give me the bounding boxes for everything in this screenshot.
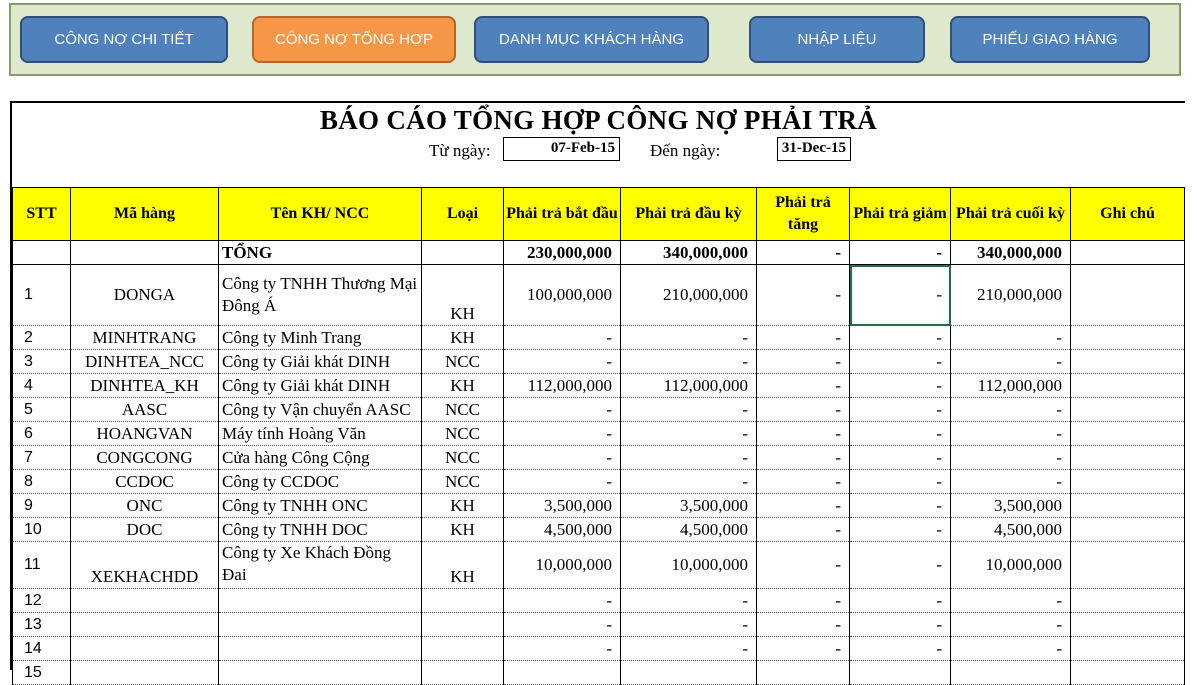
- table-row: [13, 446, 1185, 470]
- row-code[interactable]: DINHTEA_KH: [71, 374, 219, 398]
- row-type[interactable]: KH: [422, 326, 504, 350]
- row-type[interactable]: [422, 637, 504, 661]
- table-row: [13, 470, 1185, 494]
- row-name[interactable]: Công ty TNHH DOC: [219, 518, 422, 542]
- row-phai-tra-tang[interactable]: -: [757, 326, 850, 350]
- row-phai-tra-bat-dau[interactable]: -: [504, 398, 621, 422]
- row-stt[interactable]: 5: [13, 398, 71, 422]
- row-phai-tra-cuoi-ky[interactable]: [951, 661, 1071, 685]
- header-ten-kh-ncc: Tên KH/ NCC: [219, 188, 422, 241]
- row-phai-tra-bat-dau[interactable]: 100,000,000: [504, 265, 621, 326]
- row-phai-tra-dau-ky[interactable]: -: [621, 470, 757, 494]
- nav-button-danh-muc-khach-hang[interactable]: DANH MỤC KHÁCH HÀNG: [474, 16, 709, 63]
- row-ghi-chu[interactable]: [1071, 398, 1185, 422]
- row-code[interactable]: [71, 589, 219, 613]
- row-phai-tra-dau-ky[interactable]: 10,000,000: [621, 542, 757, 589]
- debt-summary-table: [12, 187, 1185, 685]
- row-phai-tra-bat-dau[interactable]: -: [504, 637, 621, 661]
- total-ghi-chu[interactable]: [1071, 241, 1185, 265]
- row-type[interactable]: [422, 613, 504, 637]
- table-row: [13, 374, 1185, 398]
- row-phai-tra-bat-dau[interactable]: -: [504, 589, 621, 613]
- row-phai-tra-dau-ky[interactable]: 112,000,000: [621, 374, 757, 398]
- row-name[interactable]: [219, 661, 422, 685]
- table-row: [13, 422, 1185, 446]
- row-ghi-chu[interactable]: [1071, 422, 1185, 446]
- row-code[interactable]: CCDOC: [71, 470, 219, 494]
- row-phai-tra-giam[interactable]: -: [850, 494, 951, 518]
- row-type[interactable]: KH: [422, 494, 504, 518]
- to-date-field[interactable]: 31-Dec-15: [777, 137, 851, 161]
- report-sheet: [10, 101, 1185, 681]
- row-stt[interactable]: 10: [13, 518, 71, 542]
- row-ghi-chu[interactable]: [1071, 350, 1185, 374]
- row-phai-tra-giam[interactable]: [850, 661, 951, 685]
- row-phai-tra-dau-ky[interactable]: -: [621, 446, 757, 470]
- report-title: BÁO CÁO TỔNG HỢP CÔNG NỢ PHẢI TRẢ: [319, 105, 878, 135]
- row-type[interactable]: NCC: [422, 470, 504, 494]
- row-phai-tra-dau-ky[interactable]: 3,500,000: [621, 494, 757, 518]
- row-phai-tra-giam[interactable]: -: [850, 326, 951, 350]
- row-phai-tra-bat-dau[interactable]: 10,000,000: [504, 542, 621, 589]
- row-phai-tra-cuoi-ky[interactable]: -: [951, 398, 1071, 422]
- row-code[interactable]: [71, 613, 219, 637]
- row-stt[interactable]: 15: [13, 661, 71, 685]
- row-phai-tra-dau-ky[interactable]: [621, 661, 757, 685]
- table-row: [13, 265, 1185, 326]
- row-stt[interactable]: 13: [13, 613, 71, 637]
- row-phai-tra-bat-dau[interactable]: -: [504, 470, 621, 494]
- row-code[interactable]: [71, 661, 219, 685]
- row-stt[interactable]: 3: [13, 350, 71, 374]
- row-code[interactable]: XEKHACHDD: [71, 542, 219, 589]
- row-type[interactable]: KH: [422, 265, 504, 326]
- total-cuoi-ky[interactable]: 340,000,000: [951, 241, 1071, 265]
- row-phai-tra-tang[interactable]: -: [757, 265, 850, 326]
- row-name[interactable]: Công ty Giải khát DINH: [219, 350, 422, 374]
- from-date-field[interactable]: 07-Feb-15: [503, 137, 620, 161]
- to-date-label: Đến ngày:: [650, 141, 721, 160]
- total-type-cell[interactable]: [422, 241, 504, 265]
- row-stt[interactable]: 7: [13, 446, 71, 470]
- row-phai-tra-giam[interactable]: -: [850, 518, 951, 542]
- row-phai-tra-bat-dau[interactable]: 4,500,000: [504, 518, 621, 542]
- row-stt[interactable]: 2: [13, 326, 71, 350]
- row-code[interactable]: MINHTRANG: [71, 326, 219, 350]
- row-ghi-chu[interactable]: [1071, 589, 1185, 613]
- table-row: [13, 542, 1185, 589]
- row-phai-tra-bat-dau[interactable]: [504, 661, 621, 685]
- row-phai-tra-tang[interactable]: -: [757, 494, 850, 518]
- row-ghi-chu[interactable]: [1071, 613, 1185, 637]
- row-phai-tra-tang[interactable]: -: [757, 542, 850, 589]
- row-name[interactable]: [219, 637, 422, 661]
- row-ghi-chu[interactable]: [1071, 265, 1185, 326]
- table-header-row: [13, 188, 1185, 241]
- row-type[interactable]: NCC: [422, 446, 504, 470]
- header-ghi-chu: Ghi chú: [1071, 188, 1185, 241]
- row-name[interactable]: Cửa hàng Công Cộng: [219, 446, 422, 470]
- row-phai-tra-tang[interactable]: -: [757, 398, 850, 422]
- table-row: [13, 589, 1185, 613]
- nav-button-nhap-lieu[interactable]: NHẬP LIỆU: [749, 16, 925, 63]
- header-phai-tra-bat-dau: Phải trả bắt đầu: [504, 188, 621, 241]
- row-phai-tra-giam[interactable]: -: [850, 613, 951, 637]
- total-row: [13, 241, 1185, 265]
- nav-button-phieu-giao-hang[interactable]: PHIẾU GIAO HÀNG: [950, 16, 1150, 63]
- row-ghi-chu[interactable]: [1071, 661, 1185, 685]
- row-code[interactable]: AASC: [71, 398, 219, 422]
- row-code[interactable]: DONGA: [71, 265, 219, 326]
- row-phai-tra-cuoi-ky[interactable]: -: [951, 350, 1071, 374]
- row-stt[interactable]: 9: [13, 494, 71, 518]
- row-phai-tra-bat-dau[interactable]: 3,500,000: [504, 494, 621, 518]
- row-stt[interactable]: 8: [13, 470, 71, 494]
- row-name[interactable]: [219, 613, 422, 637]
- row-phai-tra-cuoi-ky[interactable]: -: [951, 446, 1071, 470]
- header-phai-tra-giam: Phải trả giảm: [850, 188, 951, 241]
- row-phai-tra-cuoi-ky[interactable]: -: [951, 613, 1071, 637]
- row-type[interactable]: NCC: [422, 350, 504, 374]
- row-ghi-chu[interactable]: [1071, 518, 1185, 542]
- row-type[interactable]: [422, 661, 504, 685]
- total-code-cell[interactable]: [71, 241, 219, 265]
- total-giam[interactable]: -: [850, 241, 951, 265]
- row-phai-tra-giam[interactable]: -: [850, 589, 951, 613]
- row-phai-tra-cuoi-ky[interactable]: -: [951, 470, 1071, 494]
- row-name[interactable]: Công ty Giải khát DINH: [219, 374, 422, 398]
- row-phai-tra-dau-ky[interactable]: -: [621, 637, 757, 661]
- row-phai-tra-tang[interactable]: -: [757, 637, 850, 661]
- row-phai-tra-giam[interactable]: -: [850, 446, 951, 470]
- row-name[interactable]: Công ty Xe Khách Đồng Đai: [219, 542, 422, 589]
- row-code[interactable]: DINHTEA_NCC: [71, 350, 219, 374]
- row-phai-tra-tang[interactable]: -: [757, 470, 850, 494]
- total-label[interactable]: TỔNG: [219, 241, 422, 265]
- from-date-label: Từ ngày:: [429, 141, 491, 160]
- row-phai-tra-giam[interactable]: -: [850, 374, 951, 398]
- row-name[interactable]: [219, 589, 422, 613]
- row-stt[interactable]: 6: [13, 422, 71, 446]
- row-phai-tra-giam[interactable]: -: [850, 350, 951, 374]
- row-phai-tra-bat-dau[interactable]: -: [504, 446, 621, 470]
- row-phai-tra-dau-ky[interactable]: -: [621, 422, 757, 446]
- row-ghi-chu[interactable]: [1071, 374, 1185, 398]
- total-stt-cell[interactable]: [13, 241, 71, 265]
- row-phai-tra-dau-ky[interactable]: -: [621, 613, 757, 637]
- row-code[interactable]: DOC: [71, 518, 219, 542]
- row-name[interactable]: Công ty Minh Trang: [219, 326, 422, 350]
- row-ghi-chu[interactable]: [1071, 446, 1185, 470]
- table-row: [13, 398, 1185, 422]
- row-stt[interactable]: 1: [13, 265, 71, 326]
- row-phai-tra-bat-dau[interactable]: -: [504, 422, 621, 446]
- row-stt[interactable]: 12: [13, 589, 71, 613]
- header-phai-tra-cuoi-ky: Phải trả cuối kỳ: [951, 188, 1071, 241]
- row-phai-tra-tang[interactable]: -: [757, 374, 850, 398]
- navigation-panel: [9, 3, 1181, 76]
- row-phai-tra-bat-dau[interactable]: -: [504, 350, 621, 374]
- row-phai-tra-bat-dau[interactable]: -: [504, 326, 621, 350]
- row-phai-tra-cuoi-ky[interactable]: 4,500,000: [951, 518, 1071, 542]
- table-row: [13, 494, 1185, 518]
- table-row: [13, 518, 1185, 542]
- total-tang[interactable]: -: [757, 241, 850, 265]
- row-phai-tra-giam[interactable]: -: [850, 637, 951, 661]
- row-phai-tra-dau-ky[interactable]: 210,000,000: [621, 265, 757, 326]
- table-row: [13, 637, 1185, 661]
- row-phai-tra-dau-ky[interactable]: -: [621, 326, 757, 350]
- header-phai-tra-dau-ky: Phải trả đầu kỳ: [621, 188, 757, 241]
- row-phai-tra-tang[interactable]: -: [757, 518, 850, 542]
- row-phai-tra-tang[interactable]: [757, 661, 850, 685]
- row-phai-tra-cuoi-ky[interactable]: 10,000,000: [951, 542, 1071, 589]
- row-name[interactable]: Công ty TNHH ONC: [219, 494, 422, 518]
- row-code[interactable]: CONGCONG: [71, 446, 219, 470]
- row-type[interactable]: KH: [422, 542, 504, 589]
- row-name[interactable]: Công ty Vận chuyển AASC: [219, 398, 422, 422]
- row-phai-tra-bat-dau[interactable]: 112,000,000: [504, 374, 621, 398]
- row-phai-tra-dau-ky[interactable]: -: [621, 398, 757, 422]
- row-phai-tra-dau-ky[interactable]: -: [621, 350, 757, 374]
- total-dau-ky[interactable]: 340,000,000: [621, 241, 757, 265]
- row-phai-tra-cuoi-ky[interactable]: 112,000,000: [951, 374, 1071, 398]
- total-bat-dau[interactable]: 230,000,000: [504, 241, 621, 265]
- row-type[interactable]: KH: [422, 518, 504, 542]
- header-loai: Loại: [422, 188, 504, 241]
- row-ghi-chu[interactable]: [1071, 542, 1185, 589]
- row-phai-tra-giam[interactable]: -: [850, 422, 951, 446]
- row-type[interactable]: NCC: [422, 422, 504, 446]
- row-phai-tra-giam[interactable]: -: [850, 265, 951, 326]
- row-name[interactable]: Công ty CCDOC: [219, 470, 422, 494]
- row-ghi-chu[interactable]: [1071, 637, 1185, 661]
- row-code[interactable]: [71, 637, 219, 661]
- table-row: [13, 350, 1185, 374]
- table-row: [13, 613, 1185, 637]
- row-phai-tra-cuoi-ky[interactable]: -: [951, 326, 1071, 350]
- row-phai-tra-giam[interactable]: -: [850, 542, 951, 589]
- table-row: [13, 326, 1185, 350]
- row-phai-tra-dau-ky[interactable]: 4,500,000: [621, 518, 757, 542]
- row-phai-tra-cuoi-ky[interactable]: -: [951, 422, 1071, 446]
- row-phai-tra-giam[interactable]: -: [850, 470, 951, 494]
- row-phai-tra-cuoi-ky[interactable]: 210,000,000: [951, 265, 1071, 326]
- table-row: [13, 661, 1185, 685]
- header-phai-tra-tang: Phải trả tăng: [757, 188, 850, 241]
- row-phai-tra-giam[interactable]: -: [850, 398, 951, 422]
- row-phai-tra-tang[interactable]: -: [757, 589, 850, 613]
- row-stt[interactable]: 14: [13, 637, 71, 661]
- row-ghi-chu[interactable]: [1071, 494, 1185, 518]
- nav-button-cong-no-chi-tiet[interactable]: CÔNG NỢ CHI TIẾT: [20, 16, 228, 63]
- row-code[interactable]: HOANGVAN: [71, 422, 219, 446]
- row-phai-tra-cuoi-ky[interactable]: 3,500,000: [951, 494, 1071, 518]
- header-stt: STT: [13, 188, 71, 241]
- row-phai-tra-dau-ky[interactable]: -: [621, 589, 757, 613]
- row-type[interactable]: NCC: [422, 398, 504, 422]
- row-ghi-chu[interactable]: [1071, 470, 1185, 494]
- row-phai-tra-cuoi-ky[interactable]: -: [951, 637, 1071, 661]
- row-name[interactable]: Công ty TNHH Thương Mại Đông Á: [219, 265, 422, 326]
- row-ghi-chu[interactable]: [1071, 326, 1185, 350]
- row-phai-tra-tang[interactable]: -: [757, 422, 850, 446]
- row-phai-tra-cuoi-ky[interactable]: -: [951, 589, 1071, 613]
- row-phai-tra-tang[interactable]: -: [757, 613, 850, 637]
- row-phai-tra-tang[interactable]: -: [757, 350, 850, 374]
- row-name[interactable]: Máy tính Hoàng Văn: [219, 422, 422, 446]
- row-code[interactable]: ONC: [71, 494, 219, 518]
- row-phai-tra-tang[interactable]: -: [757, 446, 850, 470]
- row-type[interactable]: [422, 589, 504, 613]
- header-ma-hang: Mã hàng: [71, 188, 219, 241]
- nav-button-cong-no-tong-hop[interactable]: CÔNG NỢ TỔNG HỢP: [252, 16, 456, 63]
- row-stt[interactable]: 4: [13, 374, 71, 398]
- row-phai-tra-bat-dau[interactable]: -: [504, 613, 621, 637]
- row-stt[interactable]: 11: [13, 542, 71, 589]
- row-type[interactable]: KH: [422, 374, 504, 398]
